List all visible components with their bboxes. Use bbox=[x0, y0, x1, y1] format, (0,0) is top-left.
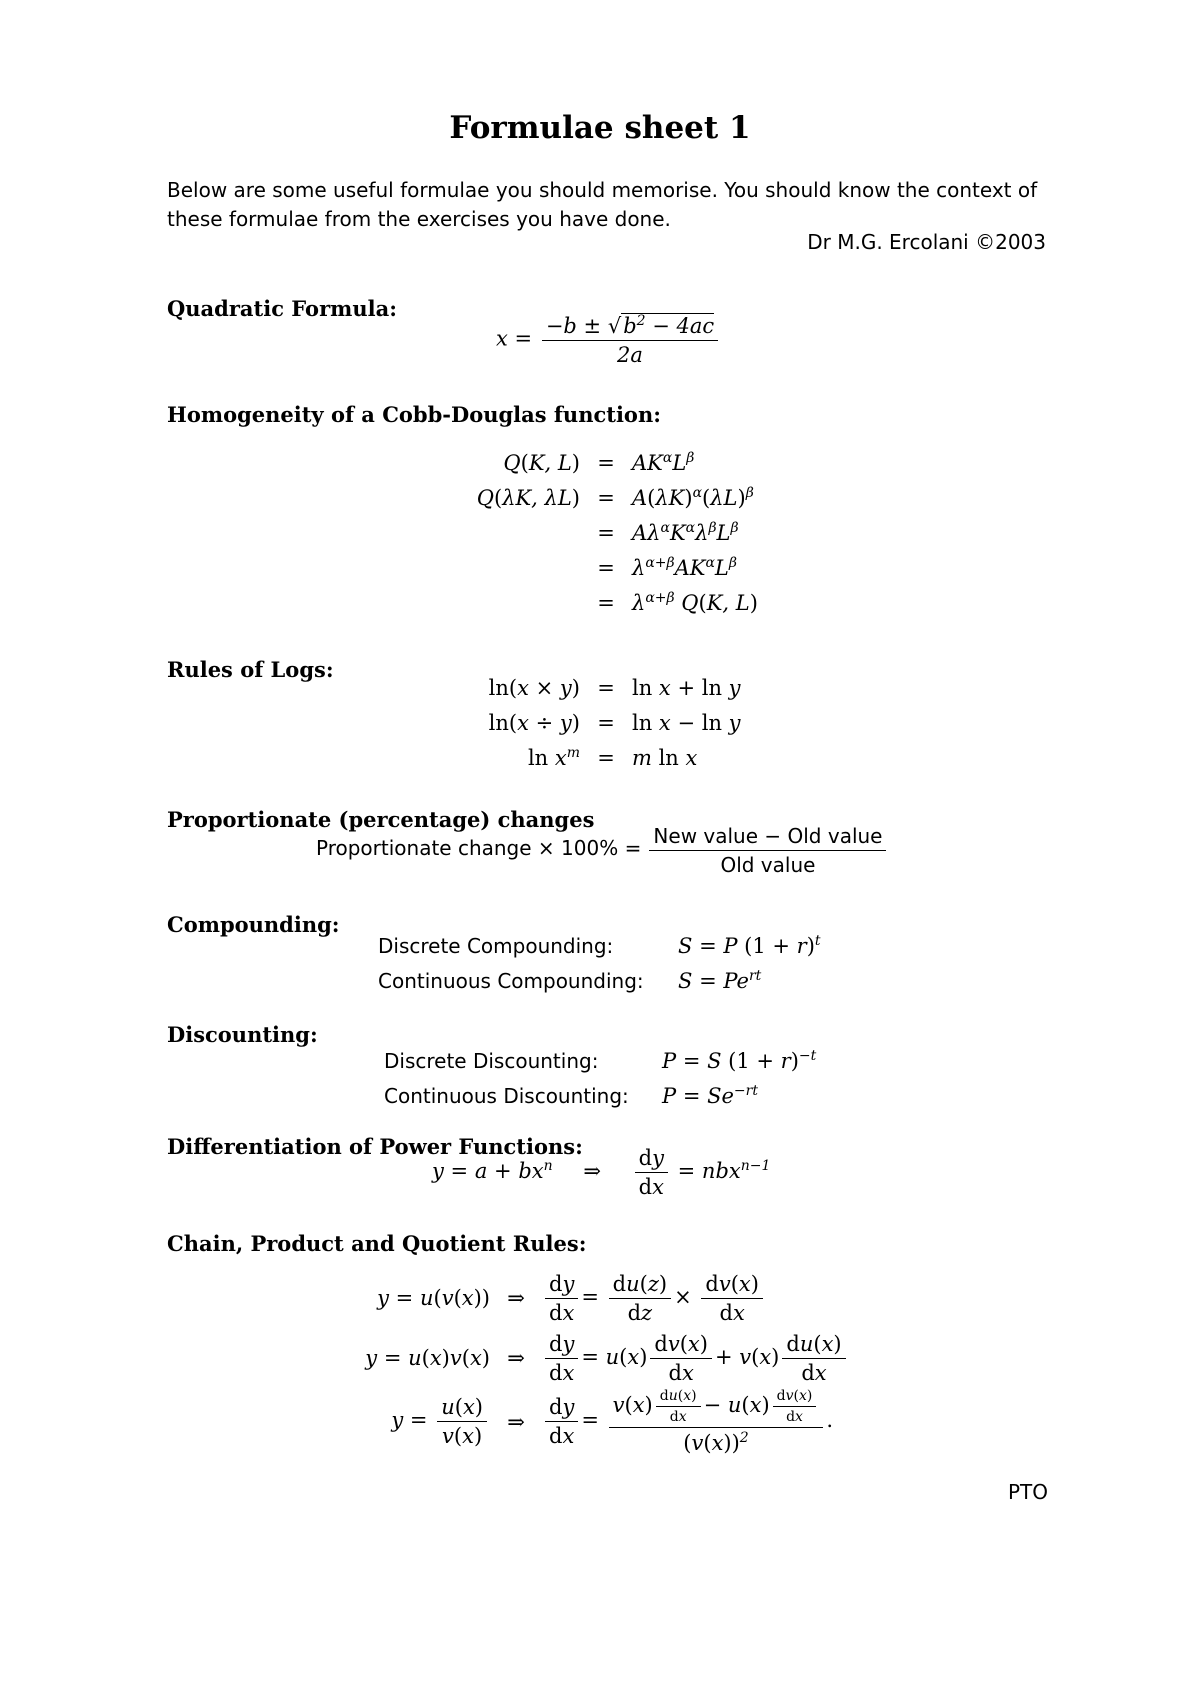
intro-text: Below are some useful formulae you should memorise. You should know the context of these formulae from the exercises you have done. bbox=[167, 178, 1038, 231]
logs-heading: Rules of Logs: bbox=[167, 657, 334, 682]
proportionate-heading: Proportionate (percentage) changes bbox=[167, 807, 595, 832]
proportionate-numerator: New value − Old value bbox=[649, 824, 886, 851]
quadratic-heading: Quadratic Formula: bbox=[167, 296, 397, 321]
discounting-formulas: Discrete Discounting: P = S $(1 + r)^{-t}$ Continuous Discounting: $P = Se^{-rt}$ bbox=[384, 1043, 816, 1113]
continuous-compounding-label: Continuous Compounding: bbox=[378, 968, 644, 993]
cobb-douglas-heading: Homogeneity of a Cobb-Douglas function: bbox=[167, 402, 661, 427]
continuous-discounting-label: Continuous Discounting: bbox=[384, 1083, 629, 1108]
author-credit: Dr M.G. Ercolani ©2003 bbox=[807, 230, 1046, 254]
discrete-discounting-label: Discrete Discounting: bbox=[384, 1048, 599, 1073]
log-rules: ln(x × y) = ln x + ln y ln(x ÷ y) = ln x − ln y $\ln x^m$ = m ln x bbox=[488, 675, 741, 770]
page-footer-pto: PTO bbox=[1007, 1480, 1048, 1504]
proportionate-formula bbox=[316, 824, 889, 877]
compounding-formulas: Discrete Compounding: S = P $(1 + r)^t$ Continuous Compounding: $S = Pe^{rt}$ bbox=[378, 928, 821, 998]
chain-product-quotient-rules: y = u(v(x)) ⇒ $\frac{dy}{dx}$ = $\frac{du(z)}{dz}$ × $\frac{dv(x)}{dx}$ y = u(x)v(x) ⇒ $\frac{dy}{dx}$ = u(x) $\frac{dv(x)}{dx}$ + v(x) $\frac{du(x)}{dx}$ y = $\frac{u(x)}{v(x)}$ ⇒ $\frac{dy}{dx}$ = v(x) $\frac{du(x)}{dx}$ − u(x) $\frac{dv(x)}{dx}$ $(v(x))^2$ . bbox=[350, 1268, 849, 1455]
differentiation-heading: Differentiation of Power Functions: bbox=[167, 1134, 583, 1159]
page-title: Formulae sheet 1 bbox=[449, 110, 751, 146]
proportionate-denominator: Old value bbox=[720, 853, 816, 877]
chain-rules-heading: Chain, Product and Quotient Rules: bbox=[167, 1231, 587, 1256]
discounting-heading: Discounting: bbox=[167, 1022, 318, 1047]
discrete-compounding-label: Discrete Compounding: bbox=[378, 933, 614, 958]
power-rule: $y = a + bx^n$ ⇒ $\frac{dy}{dx}$ = nbx$^{n-1}$ bbox=[432, 1146, 771, 1199]
compounding-heading: Compounding: bbox=[167, 912, 340, 937]
cobb-douglas-equations: Q(K, L) = $AK^\alpha L^\beta$ Q(λK, λL) = $A(\lambda K)^\alpha(\lambda L)^\beta$ = $A\lambda^\alpha K^\alpha\lambda^\beta L^\beta$ = $\lambda^{\alpha+\beta}AK^\alpha L^\beta$ = $\lambda^{\alpha+\beta}$ Q(K, L) bbox=[476, 450, 758, 615]
quadratic-formula: x = $\frac{-b \pm √b^2 - 4ac}{2a}$ bbox=[496, 313, 721, 367]
proportionate-lhs: Proportionate change × 100% = bbox=[316, 836, 642, 860]
